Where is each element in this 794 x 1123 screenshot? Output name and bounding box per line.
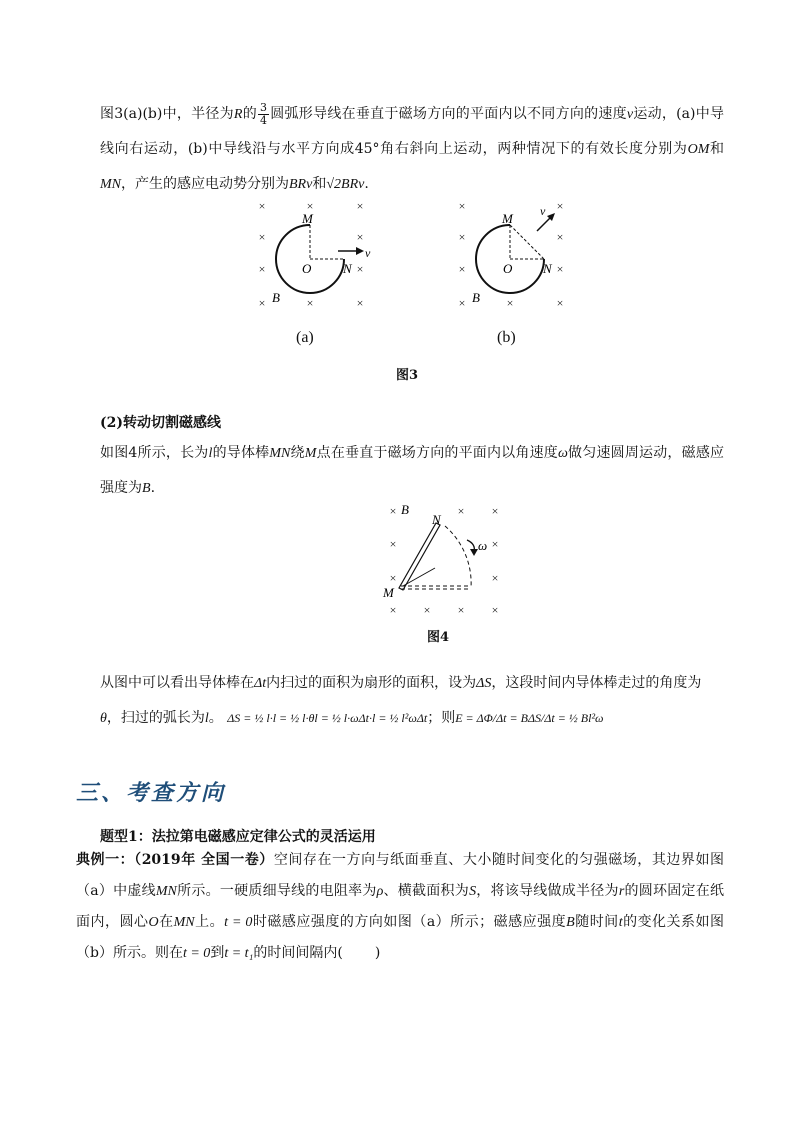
figure3-caption: 图3 xyxy=(396,368,419,383)
label-v-b: v xyxy=(540,204,546,218)
formula-area: ΔS = ½ l·l = ½ l·θl = ½ l·ωΔt·l = ½ l²ωΔt xyxy=(227,711,428,725)
label-M-a: M xyxy=(302,211,313,226)
svg-text:×: × xyxy=(258,230,266,244)
label-M-b: M xyxy=(502,211,513,226)
var-omega: ω xyxy=(557,446,568,461)
svg-text:×: × xyxy=(491,537,499,551)
svg-text:×: × xyxy=(306,296,314,310)
var-S: S xyxy=(469,884,477,899)
var-t0: t = 0 xyxy=(224,915,253,930)
subsection-heading-rotating: (2)转动切割磁感线 xyxy=(100,415,221,431)
svg-text:×: × xyxy=(389,571,397,585)
svg-text:×: × xyxy=(491,504,499,518)
text: 做匀速圆周运动，磁感应强度为 xyxy=(100,445,725,496)
svg-text:×: × xyxy=(258,199,266,213)
var-arc: l xyxy=(204,711,209,726)
text: ) xyxy=(374,945,381,961)
label-N-4: N xyxy=(432,512,441,527)
svg-text:×: × xyxy=(457,504,465,518)
svg-text:×: × xyxy=(458,199,466,213)
text: 时磁感应强度的方向如图（a）所示；磁感应强度 xyxy=(252,914,567,930)
var-l: l xyxy=(208,446,213,461)
var-v: v xyxy=(626,107,634,122)
text: 的 xyxy=(242,106,258,122)
text: 。 xyxy=(208,710,223,726)
var-BRv: BRv xyxy=(289,177,313,192)
text: 到 xyxy=(210,945,225,961)
svg-text:×: × xyxy=(506,296,514,310)
label-O-b: O xyxy=(503,261,513,276)
svg-text:×: × xyxy=(389,603,397,617)
var-OM: OM xyxy=(687,142,710,157)
omega-arrowhead xyxy=(470,549,478,556)
svg-text:×: × xyxy=(389,537,397,551)
text: 内扫过的面积为扇形的面积，设为 xyxy=(266,675,477,691)
label-B-a: B xyxy=(272,290,280,305)
var-rho: ρ xyxy=(376,884,384,899)
var-MN: MN xyxy=(173,915,195,930)
type1-title: 题型1：法拉第电磁感应定律公式的灵活运用 xyxy=(100,829,376,845)
var-theta: θ xyxy=(100,711,107,726)
fraction-3-4 xyxy=(258,102,269,127)
text: 的时间间隔内( xyxy=(253,945,343,961)
formula-emf: E = ΔΦ/Δt = BΔS/Δt = ½ Bl²ω xyxy=(455,711,604,725)
svg-text:×: × xyxy=(356,296,364,310)
var-M: M xyxy=(304,446,317,461)
label-N-b: N xyxy=(543,261,552,276)
var-MN: MN xyxy=(269,446,291,461)
svg-text:×: × xyxy=(458,262,466,276)
figure4-diagram xyxy=(375,500,515,620)
frac-num: 3 xyxy=(260,100,268,114)
paragraph-figure4-intro xyxy=(100,436,724,506)
text: 点在垂直于磁场方向的平面内以角速度 xyxy=(316,445,558,461)
arrowhead-a xyxy=(356,247,364,255)
label-B-4: B xyxy=(401,502,409,517)
label-omega-4: ω xyxy=(478,538,488,553)
text: 的导体棒 xyxy=(212,445,270,461)
text: 随时间 xyxy=(574,914,619,930)
svg-text:×: × xyxy=(556,296,564,310)
frac-den: 4 xyxy=(260,113,268,127)
text: 从图中可以看出导体棒在 xyxy=(100,675,254,691)
example-label: 典例一：（2019年 全国一卷） xyxy=(76,852,274,868)
paragraph-figure3-intro xyxy=(100,97,724,202)
svg-text:×: × xyxy=(389,504,397,518)
text: 所示。一硬质细导线的电阻率为 xyxy=(176,883,377,899)
svg-text:×: × xyxy=(306,199,314,213)
figure3-label-b: (b) xyxy=(497,329,516,346)
text: ，这段时间内导体棒走过的角度为 xyxy=(491,675,702,691)
magnetic-field-crosses-4 xyxy=(390,504,499,617)
var-MN: MN xyxy=(155,884,177,899)
svg-text:×: × xyxy=(556,262,564,276)
var-B: B xyxy=(142,481,151,496)
text: ，扫过的弧长为 xyxy=(106,710,205,726)
sector-arc-dashed xyxy=(445,526,471,588)
svg-text:×: × xyxy=(491,603,499,617)
label-M-4: M xyxy=(383,585,394,600)
text: 上。 xyxy=(194,914,225,930)
svg-text:×: × xyxy=(356,230,364,244)
svg-text:×: × xyxy=(457,603,465,617)
svg-text:×: × xyxy=(258,296,266,310)
svg-text:×: × xyxy=(356,262,364,276)
svg-text:×: × xyxy=(458,296,466,310)
var-t1: t = t₁ xyxy=(224,946,254,961)
text: 图3(a)(b)中，半径为 xyxy=(100,106,234,122)
figure4-caption: 图4 xyxy=(427,630,450,645)
text: 运动，(a)中导线向右运动，(b)中导线沿与水平方向成45°角右斜向上运动，两种情况下的有效长度分别为 xyxy=(100,106,724,157)
text: 、横截面积为 xyxy=(383,883,470,899)
text: 圆弧形导线在垂直于磁场方向的平面内以不同方向的速度 xyxy=(270,106,627,122)
svg-text:×: × xyxy=(258,262,266,276)
paragraph-example1 xyxy=(76,845,724,969)
var-t0: t = 0 xyxy=(182,946,211,961)
text: 和 xyxy=(312,176,327,192)
svg-text:×: × xyxy=(423,603,431,617)
text: . xyxy=(364,176,369,192)
label-B-b: B xyxy=(472,290,480,305)
text: ，将该导线做成半径为 xyxy=(476,883,619,899)
text: 的圆环固定在纸面内，圆心 xyxy=(76,883,725,930)
svg-text:×: × xyxy=(556,199,564,213)
figure3-diagram xyxy=(240,195,580,315)
text: 绕 xyxy=(290,445,305,461)
text: 和 xyxy=(709,141,724,157)
svg-text:×: × xyxy=(556,230,564,244)
text: 的变化关系如图（b）所示。则在 xyxy=(76,914,725,961)
text: ，产生的感应电动势分别为 xyxy=(121,176,289,192)
text: 在 xyxy=(158,914,174,930)
var-r: r xyxy=(618,884,625,899)
section-title-exam-direction: 三、考查方向 xyxy=(76,780,227,806)
svg-text:×: × xyxy=(458,230,466,244)
text: . xyxy=(150,480,156,496)
var-sqrt2BRv: √2BRv xyxy=(326,177,365,192)
var-MN: MN xyxy=(100,177,121,192)
var-dt: Δt xyxy=(254,676,267,691)
var-R: R xyxy=(233,107,243,122)
var-t: t xyxy=(618,915,623,930)
var-B: B xyxy=(566,915,575,930)
svg-text:×: × xyxy=(491,571,499,585)
var-dS: ΔS xyxy=(476,676,492,691)
var-O: O xyxy=(148,915,159,930)
conductor-rod-MN xyxy=(399,523,440,590)
figure3-label-a: (a) xyxy=(296,329,314,346)
svg-text:×: × xyxy=(356,199,364,213)
paragraph-derivation xyxy=(100,666,724,736)
label-N-a: N xyxy=(343,261,352,276)
text: 如图4所示，长为 xyxy=(100,445,209,461)
label-O-a: O xyxy=(302,261,312,276)
text: 空间存在一方向与纸面垂直、大小随时间变化的匀强磁场，其边界如图（a）中虚线 xyxy=(76,852,724,899)
label-v-a: v xyxy=(365,246,371,260)
text: ；则 xyxy=(427,710,456,726)
